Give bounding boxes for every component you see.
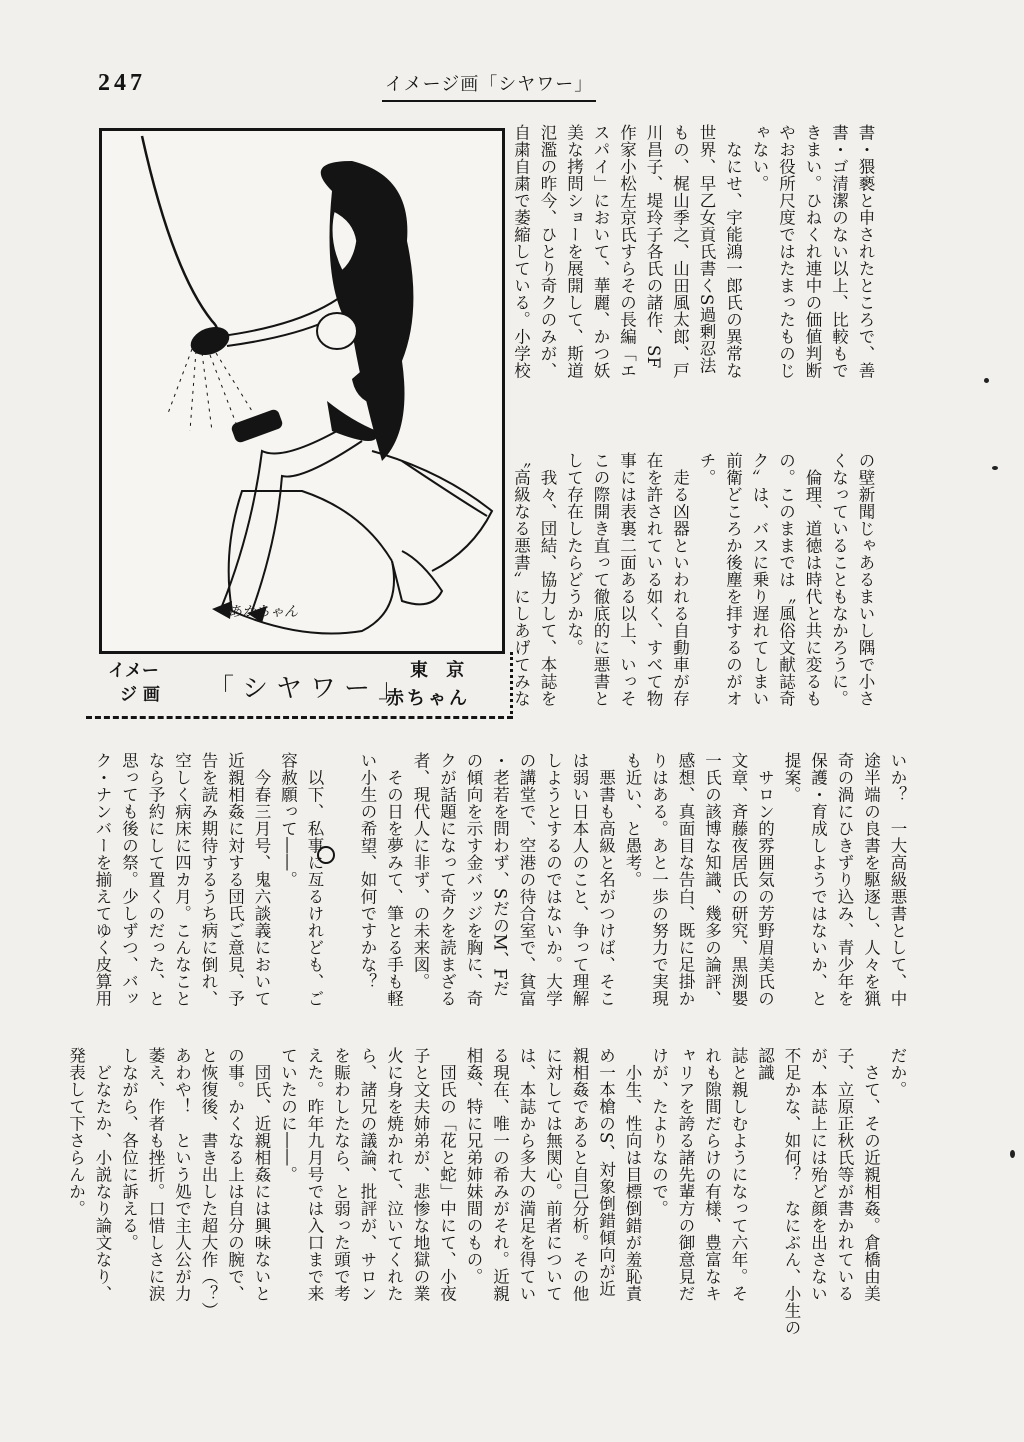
caption-label-bottom: ジ 画: [120, 685, 160, 705]
text-column-middle: いか？ 一大高級悪書として、中 途半端の良書を駆逐し、人々を猟 奇の渦にひきずり込み、青少年を 保護・育成しようではないか、と 提案。 サロン的雰囲気の芳野眉美氏の 文章、斉藤夜居氏の研究、黒渕嬰 一氏の該博な知識、幾多の論評、 感想、真面目な告白、既に足掛か りはある。あと一歩の努力で実現 も近い、と愚考。 悪書も高級と名がつけば、そこ は弱い日本人のこと、争って理解 しようとするのではないか。大学 の講堂で、空港の待合室で、貧富 ・老若を問わず、SだのM、Fだ の傾向を示す金バッジを胸に、奇 クが話題になって奇クを読まざる 者、現代人に非ず、の未来図。 その日を夢みて、筆とる手も軽 い小生の希望、如何ですかな？ 以下、私事に亙るけれども、ご 容赦願って――。 今春三月号、鬼六談義において 近親相姦に対する団氏ご意見、予 告を読み期待するうち病に倒れ、 空しく病床に四カ月。こんなこと なら予約にして置くのだった、と 思っても後の祭。少しずつ、バッ ク・ナンバーを揃えてゆく皮算用: [93, 752, 907, 1007]
scan-speck: [1010, 1150, 1015, 1158]
caption-author-location: 東 京: [410, 660, 471, 681]
caption-title: 「シヤワー」: [208, 674, 413, 704]
shower-illustration: [102, 131, 502, 651]
illustration-frame: [99, 128, 505, 654]
scan-speck: [984, 378, 989, 383]
section-break-circle: [317, 846, 335, 864]
running-head: イメージ画「シヤワー」: [382, 70, 596, 102]
text-column-middle-right: の壁新聞じゃあるまいし隅で小さ くなっていることもなかろうに。 倫理、道徳は時代と共に変るも の。このままでは〝風俗文献誌奇 ク〟は、バスに乗り遅れてしまい 前衛どころか後塵を拝するのがオ チ。 走る凶器といわれる自動車が存 在を許されている如く、すべて物 事には表裏二面ある以上、いっそ この際開き直って徹底的に悪書と して存在したらどうかな。 我々、団結、協力して、本誌を 〝高級なる悪書〟にしあげてみな: [511, 452, 875, 707]
caption-label-top: イメー: [108, 661, 159, 681]
page-number: 247: [98, 70, 146, 96]
text-column-top-right: 書・猥褻と申されたところで、善 書・ゴ清潔のない以上、比較もで きまい。ひねくれ連中の価値判断 やお役所尺度ではたまったものじ ゃない。 なにせ、宇能鴻一郎氏の異常な 世界、早乙女貢氏書くS過剰忍法 もの、梶山季之、山田風太郎、戸 川昌子、堤玲子各氏の諸作、SF 作家小松左京氏すらその長編「エ スパイ」において、華麗、かつ妖 美な拷問ショーを展開して、斯道 氾濫の昨今、ひとり奇クのみが、 自粛自粛で萎縮している。小学校: [511, 124, 875, 379]
artist-signature: あかちゃん: [228, 604, 298, 620]
text-column-bottom: だか。 さて、その近親相姦。倉橋由美 子、立原正秋氏等が書かれている が、本誌上には殆ど顔を出さない 不足かな、如何？ なにぶん、小生の認識 誌と親しむようになって六年。そ れも隙間だらけの有様、豊富なキ ャリアを誇る諸先輩方の御意見だ けが、たよりなので。 小生、性向は目標倒錯が羞恥責 め一本槍のS、対象倒錯傾向が近 親相姦であると自己分析。その他 に対しては無関心。前者について は、本誌から多大の満足を得てい る現在、唯一の希みがそれ。近親 相姦、特に兄弟姉妹間のもの。 団氏の「花と蛇」中にて、小夜 子と文夫姉弟が、悲惨な地獄の業 火に身を焼かれて、泣いてくれた ら、諸兄の議論、批評が、サロン を賑わしたなら、と弱った頭で考 えた。昨年九月号では入口まで来 ていたのに――。 団氏、近親相姦には興味ないと の事。かくなる上は自分の腕で、 と恢復後、書き出した超大作（？） あわや！ という処で主人公が力 萎え、作者も挫折。口惜しさに涙 しながら、各位に訴える。 どなたか、小説なり論文なり、 発表して下さらんか。: [66, 1047, 907, 1336]
scan-speck: [992, 466, 998, 470]
caption-author-name: 赤ちゃん: [386, 688, 470, 709]
